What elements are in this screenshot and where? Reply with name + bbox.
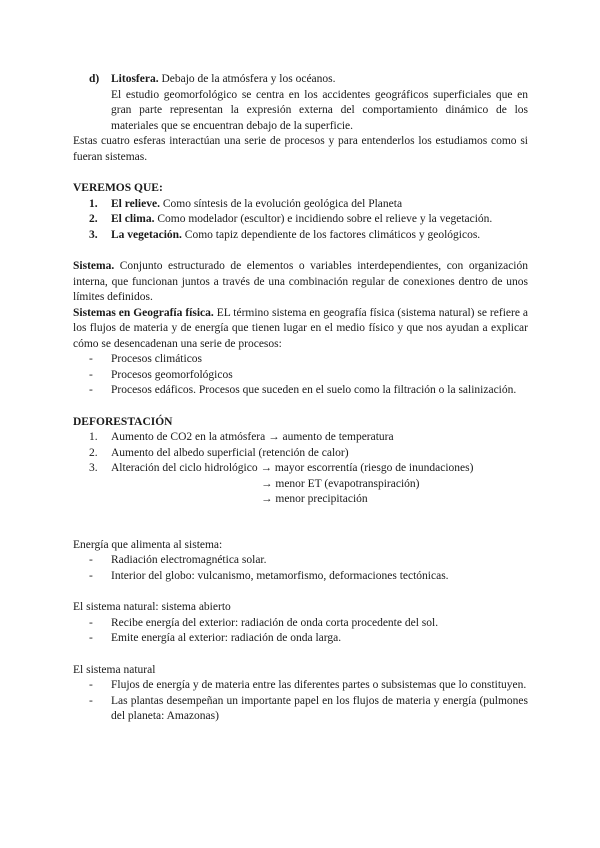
dash-marker: - bbox=[89, 679, 93, 691]
sistema-paragraph bbox=[73, 259, 528, 306]
sistemas-geo-term: Sistemas en Geografía física. bbox=[73, 306, 214, 319]
item-number: 2. bbox=[89, 446, 98, 459]
veremos-list bbox=[73, 197, 528, 244]
item-text: Alteración del ciclo hidrológico → mayor escorrentía (riesgo de inundaciones) bbox=[111, 462, 474, 474]
item-text: Como modelador (escultor) e incidiendo sobre el relieve y la vegetación. bbox=[154, 213, 493, 225]
abierto-list bbox=[73, 616, 528, 647]
item-text: Radiación electromagnética solar. bbox=[111, 554, 267, 566]
consequence-line: → menor precipitación bbox=[261, 493, 368, 505]
list-item bbox=[73, 368, 528, 384]
list-item bbox=[73, 569, 528, 585]
consequence-line: → menor ET (evapotranspiración) bbox=[261, 477, 420, 490]
veremos-heading: VEREMOS QUE: bbox=[73, 182, 163, 194]
item-text: Procesos climáticos bbox=[111, 353, 203, 365]
energia-list bbox=[73, 553, 528, 584]
natural-heading: El sistema natural bbox=[73, 663, 156, 676]
litosfera-term: Litosfera. bbox=[111, 73, 159, 85]
item-text: Recibe energía del exterior: radiación de onda corta procedente del sol. bbox=[111, 616, 439, 629]
item-term: La vegetación. bbox=[111, 228, 182, 241]
item-text: Procesos geomorfológicos bbox=[111, 368, 233, 381]
document-page bbox=[73, 72, 528, 725]
energia-heading: Energía que alimenta al sistema: bbox=[73, 538, 223, 551]
deforestacion-list bbox=[73, 430, 528, 477]
list-item bbox=[73, 197, 528, 213]
litosfera-paragraph: El estudio geomorfológico se centra en los accidentes geográficos superficiales que en gran parte representan la expresión externa del comportamiento dinámico de los materiales que se encuentran debajo de la superficie. bbox=[111, 88, 528, 132]
list-marker: d) bbox=[89, 73, 100, 85]
procesos-list bbox=[73, 352, 528, 399]
item-text: Flujos de energía y de materia entre las diferentes partes o subsistemas que lo constituyen. bbox=[111, 679, 527, 691]
list-item bbox=[73, 212, 528, 228]
litosfera-text: Debajo de la atmósfera y los océanos. bbox=[158, 73, 336, 85]
item-text: Como tapiz dependiente de los factores climáticos y geológicos. bbox=[181, 228, 481, 241]
item-term: El relieve. bbox=[111, 197, 160, 210]
sistemas-geo-paragraph bbox=[73, 306, 528, 353]
item-number: 1. bbox=[89, 197, 98, 210]
list-item bbox=[73, 631, 528, 647]
item-number: 1. bbox=[89, 431, 98, 443]
item-text: Aumento del albedo superficial (retención de calor) bbox=[111, 446, 349, 459]
dash-marker: - bbox=[89, 353, 93, 365]
esferas-paragraph: Estas cuatro esferas interactúan una serie de procesos y para entenderlos los estudiamos como si fueran sistemas. bbox=[73, 135, 528, 163]
sistema-term: Sistema. bbox=[73, 260, 115, 272]
item-text: Interior del globo: vulcanismo, metamorfismo, deformaciones tectónicas. bbox=[111, 569, 449, 582]
dash-marker: - bbox=[89, 554, 93, 566]
dash-marker: - bbox=[89, 384, 93, 396]
list-item bbox=[73, 446, 528, 462]
list-item bbox=[73, 553, 528, 569]
abierto-heading: El sistema natural: sistema abierto bbox=[73, 601, 231, 613]
list-item bbox=[73, 678, 528, 694]
natural-list bbox=[73, 678, 528, 725]
list-item bbox=[73, 228, 528, 244]
litosfera-item bbox=[73, 72, 528, 134]
item-text: Como síntesis de la evolución geológica del Planeta bbox=[159, 197, 403, 210]
sistemas-geo-text: EL término sistema en geografía física (sistema natural) se refiere a los flujos de materia y de energía que tienen lugar en el medio físico y que nos ayudan a explicar cómo se desencadenan una serie de procesos: bbox=[73, 306, 528, 350]
item-text: Las plantas desempeñan un importante papel en los flujos de materia y energía (pulmones del planeta: Amazonas) bbox=[111, 694, 528, 722]
list-item bbox=[73, 383, 528, 399]
list-item bbox=[73, 352, 528, 368]
list-item bbox=[73, 461, 528, 477]
sistema-text: Conjunto estructurado de elementos o variables interdependientes, con organización interna, que funcionan juntos a través de una combinación regular de conexiones dentro de unos límites definidos. bbox=[73, 260, 528, 303]
dash-marker: - bbox=[89, 694, 93, 707]
item-text: Procesos edáficos. Procesos que suceden en el suelo como la filtración o la salinización. bbox=[111, 384, 517, 396]
list-item bbox=[73, 694, 528, 725]
item-text: Aumento de CO2 en la atmósfera → aumento de temperatura bbox=[111, 431, 394, 443]
item-term: El clima. bbox=[111, 213, 155, 225]
item-text: Emite energía al exterior: radiación de onda larga. bbox=[111, 632, 342, 644]
list-item bbox=[73, 430, 528, 446]
dash-marker: - bbox=[89, 569, 93, 582]
list-item bbox=[73, 616, 528, 632]
deforestacion-heading: DEFORESTACIÓN bbox=[73, 415, 173, 428]
item-number: 2. bbox=[89, 213, 98, 225]
item-number: 3. bbox=[89, 228, 98, 241]
dash-marker: - bbox=[89, 616, 93, 629]
item-number: 3. bbox=[89, 462, 98, 474]
dash-marker: - bbox=[89, 368, 93, 381]
dash-marker: - bbox=[89, 632, 93, 644]
